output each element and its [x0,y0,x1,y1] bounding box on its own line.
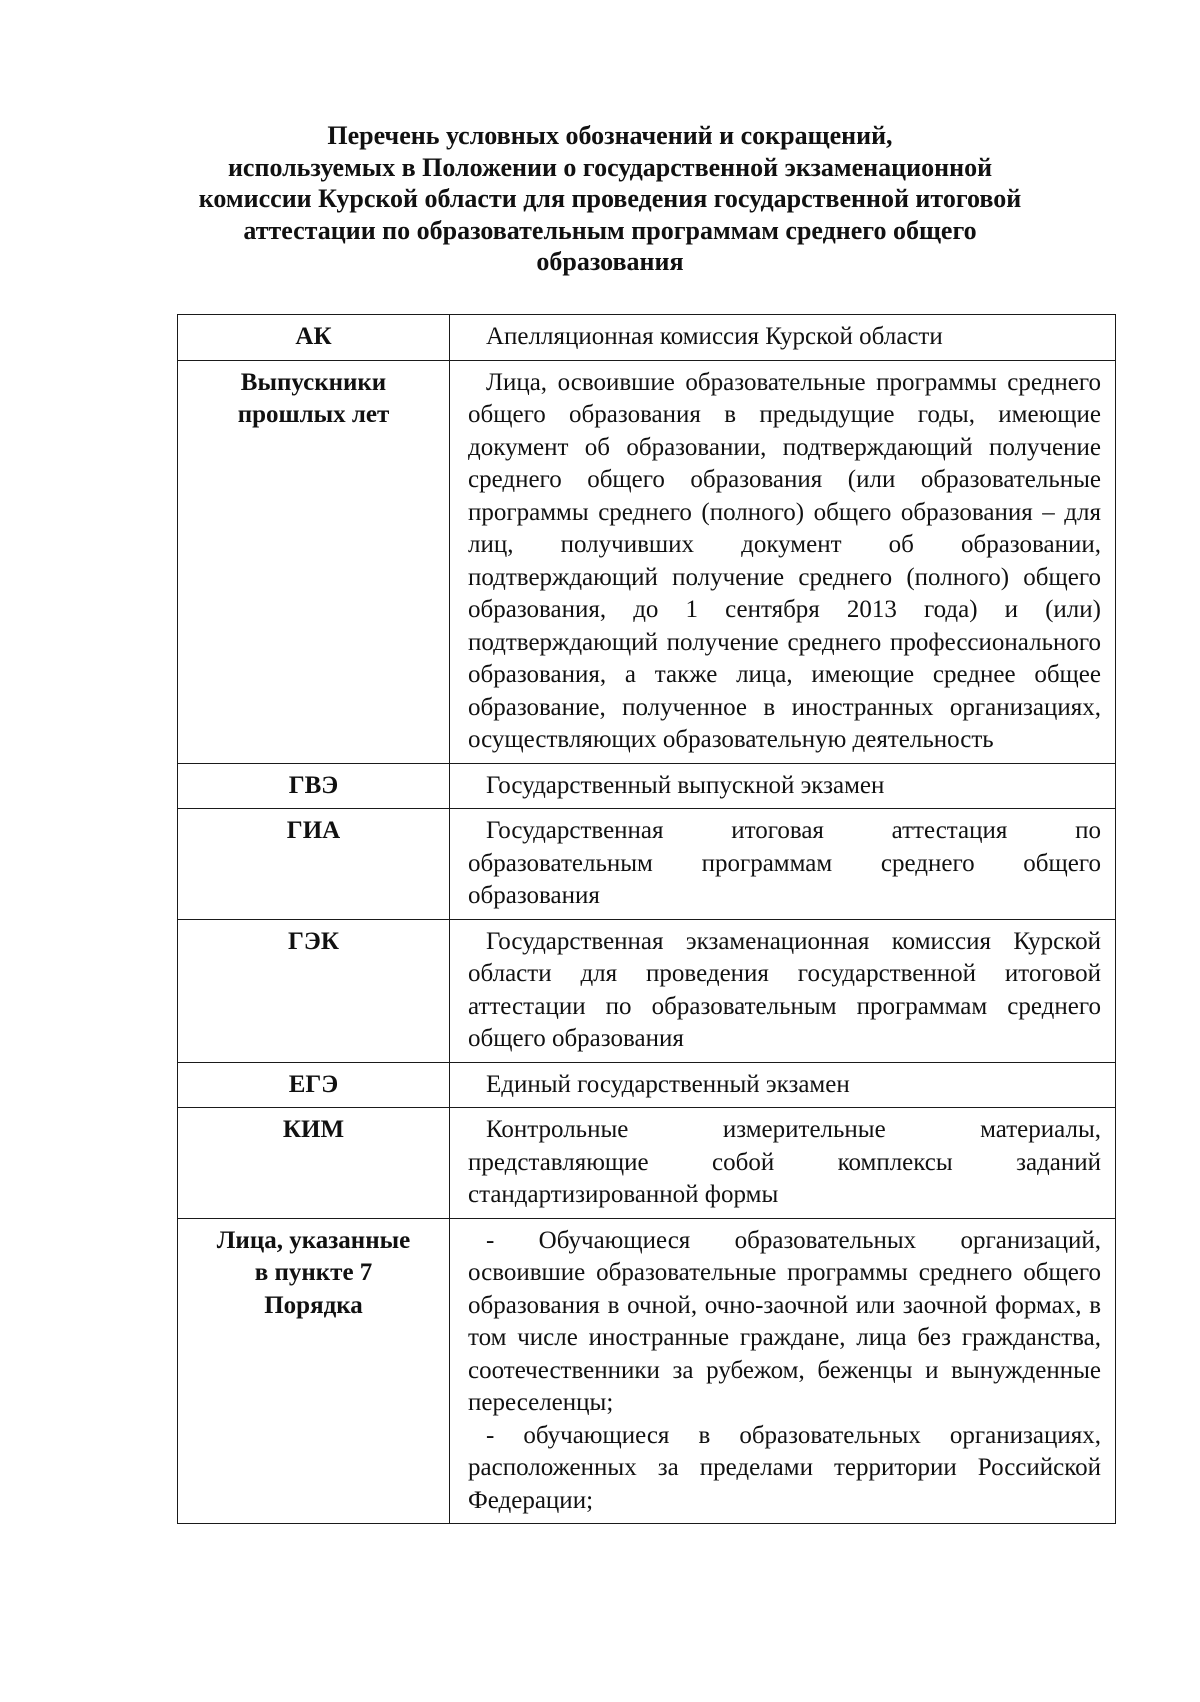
definition-text: Апелляционная комиссия Курской области [486,323,943,350]
term-text: ГВЭ [288,771,339,799]
definition-cell [450,763,1116,809]
term-cell [178,1062,450,1108]
definition-cell [450,1108,1116,1219]
term-cell [178,763,450,809]
table-row [178,360,1116,763]
abbreviations-table [177,314,1116,1524]
definition-cell [450,315,1116,361]
definition-text: Лица, освоившие образовательные программы среднего общего образования в предыдущие годы, имеющие документ об образовании, подтверждающий получение среднего общего образования (или образовательные программы среднего (полного) общего образования – для лиц, получивших документ об образовании, подтверждающий получение среднего (полного) общего образования, до 1 сентября 2013 года) и (или) подтверждающий получение среднего профессионального образования, а также лица, имеющие среднее общее образование, полученное в иностранных организациях, осуществляющих образовательную деятельность [468,368,1101,753]
term-text: ГЭК [288,927,339,955]
definition-text: Государственная экзаменационная комиссия Курской области для проведения государственной итоговой аттестации по образовательным программам среднего общего образования [468,927,1101,1052]
title-line: аттестации по образовательным программам среднего общего [243,215,977,245]
definition-text: Государственная итоговая аттестация по образовательным программам среднего общего образования [468,817,1101,909]
table-row [178,809,1116,920]
title-line: комиссии Курской области для проведения государственной итоговой [198,184,1022,213]
term-cell [178,809,450,920]
table-row [178,919,1116,1062]
term-cell [178,1108,450,1219]
term-text: в пункте 7 [254,1259,373,1286]
definition-text: Единый государственный экзамен [486,1070,850,1098]
term-text: Порядка [264,1291,363,1319]
term-cell [178,315,450,361]
title-line: используемых в Положении о государственной экзаменационной [227,152,993,182]
table-row [178,763,1116,809]
definition-cell [450,1218,1116,1524]
definition-text: Государственный выпускной экзамен [486,771,885,799]
definition-text: - Обучающиеся образовательных организаций, освоившие образовательные программы среднего общего образования в очной, очно-заочной или заочной формах, в том числе иностранные граждане, лица без гражданства, соотечественники за рубежом, беженцы и вынужденные переселенцы; [468,1226,1101,1416]
table-row [178,315,1116,361]
definition-cell [450,809,1116,920]
definition-cell [450,919,1116,1062]
term-cell [178,360,450,763]
term-text: ЕГЭ [288,1070,339,1098]
table-row [178,1062,1116,1108]
term-cell [178,1218,450,1524]
term-text: КИМ [282,1116,345,1143]
term-text: ГИА [286,817,341,844]
definition-cell [450,360,1116,763]
table-row [178,1218,1116,1524]
definition-cell [450,1062,1116,1108]
title-line: Перечень условных обозначений и сокращений, [327,121,893,150]
document-title [150,120,1070,278]
term-text: Выпускники [240,368,387,396]
term-text: прошлых лет [237,401,390,428]
term-text: Лица, указанные [216,1226,411,1254]
term-text: АК [295,323,332,350]
definition-text: Контрольные измерительные материалы, представляющие собой комплексы заданий стандартизированной формы [468,1116,1101,1208]
term-cell [178,919,450,1062]
definition-text: - обучающиеся в образовательных организациях, расположенных за пределами территории Российской Федерации; [468,1421,1101,1514]
table-row [178,1108,1116,1219]
title-line: образования [536,247,684,276]
